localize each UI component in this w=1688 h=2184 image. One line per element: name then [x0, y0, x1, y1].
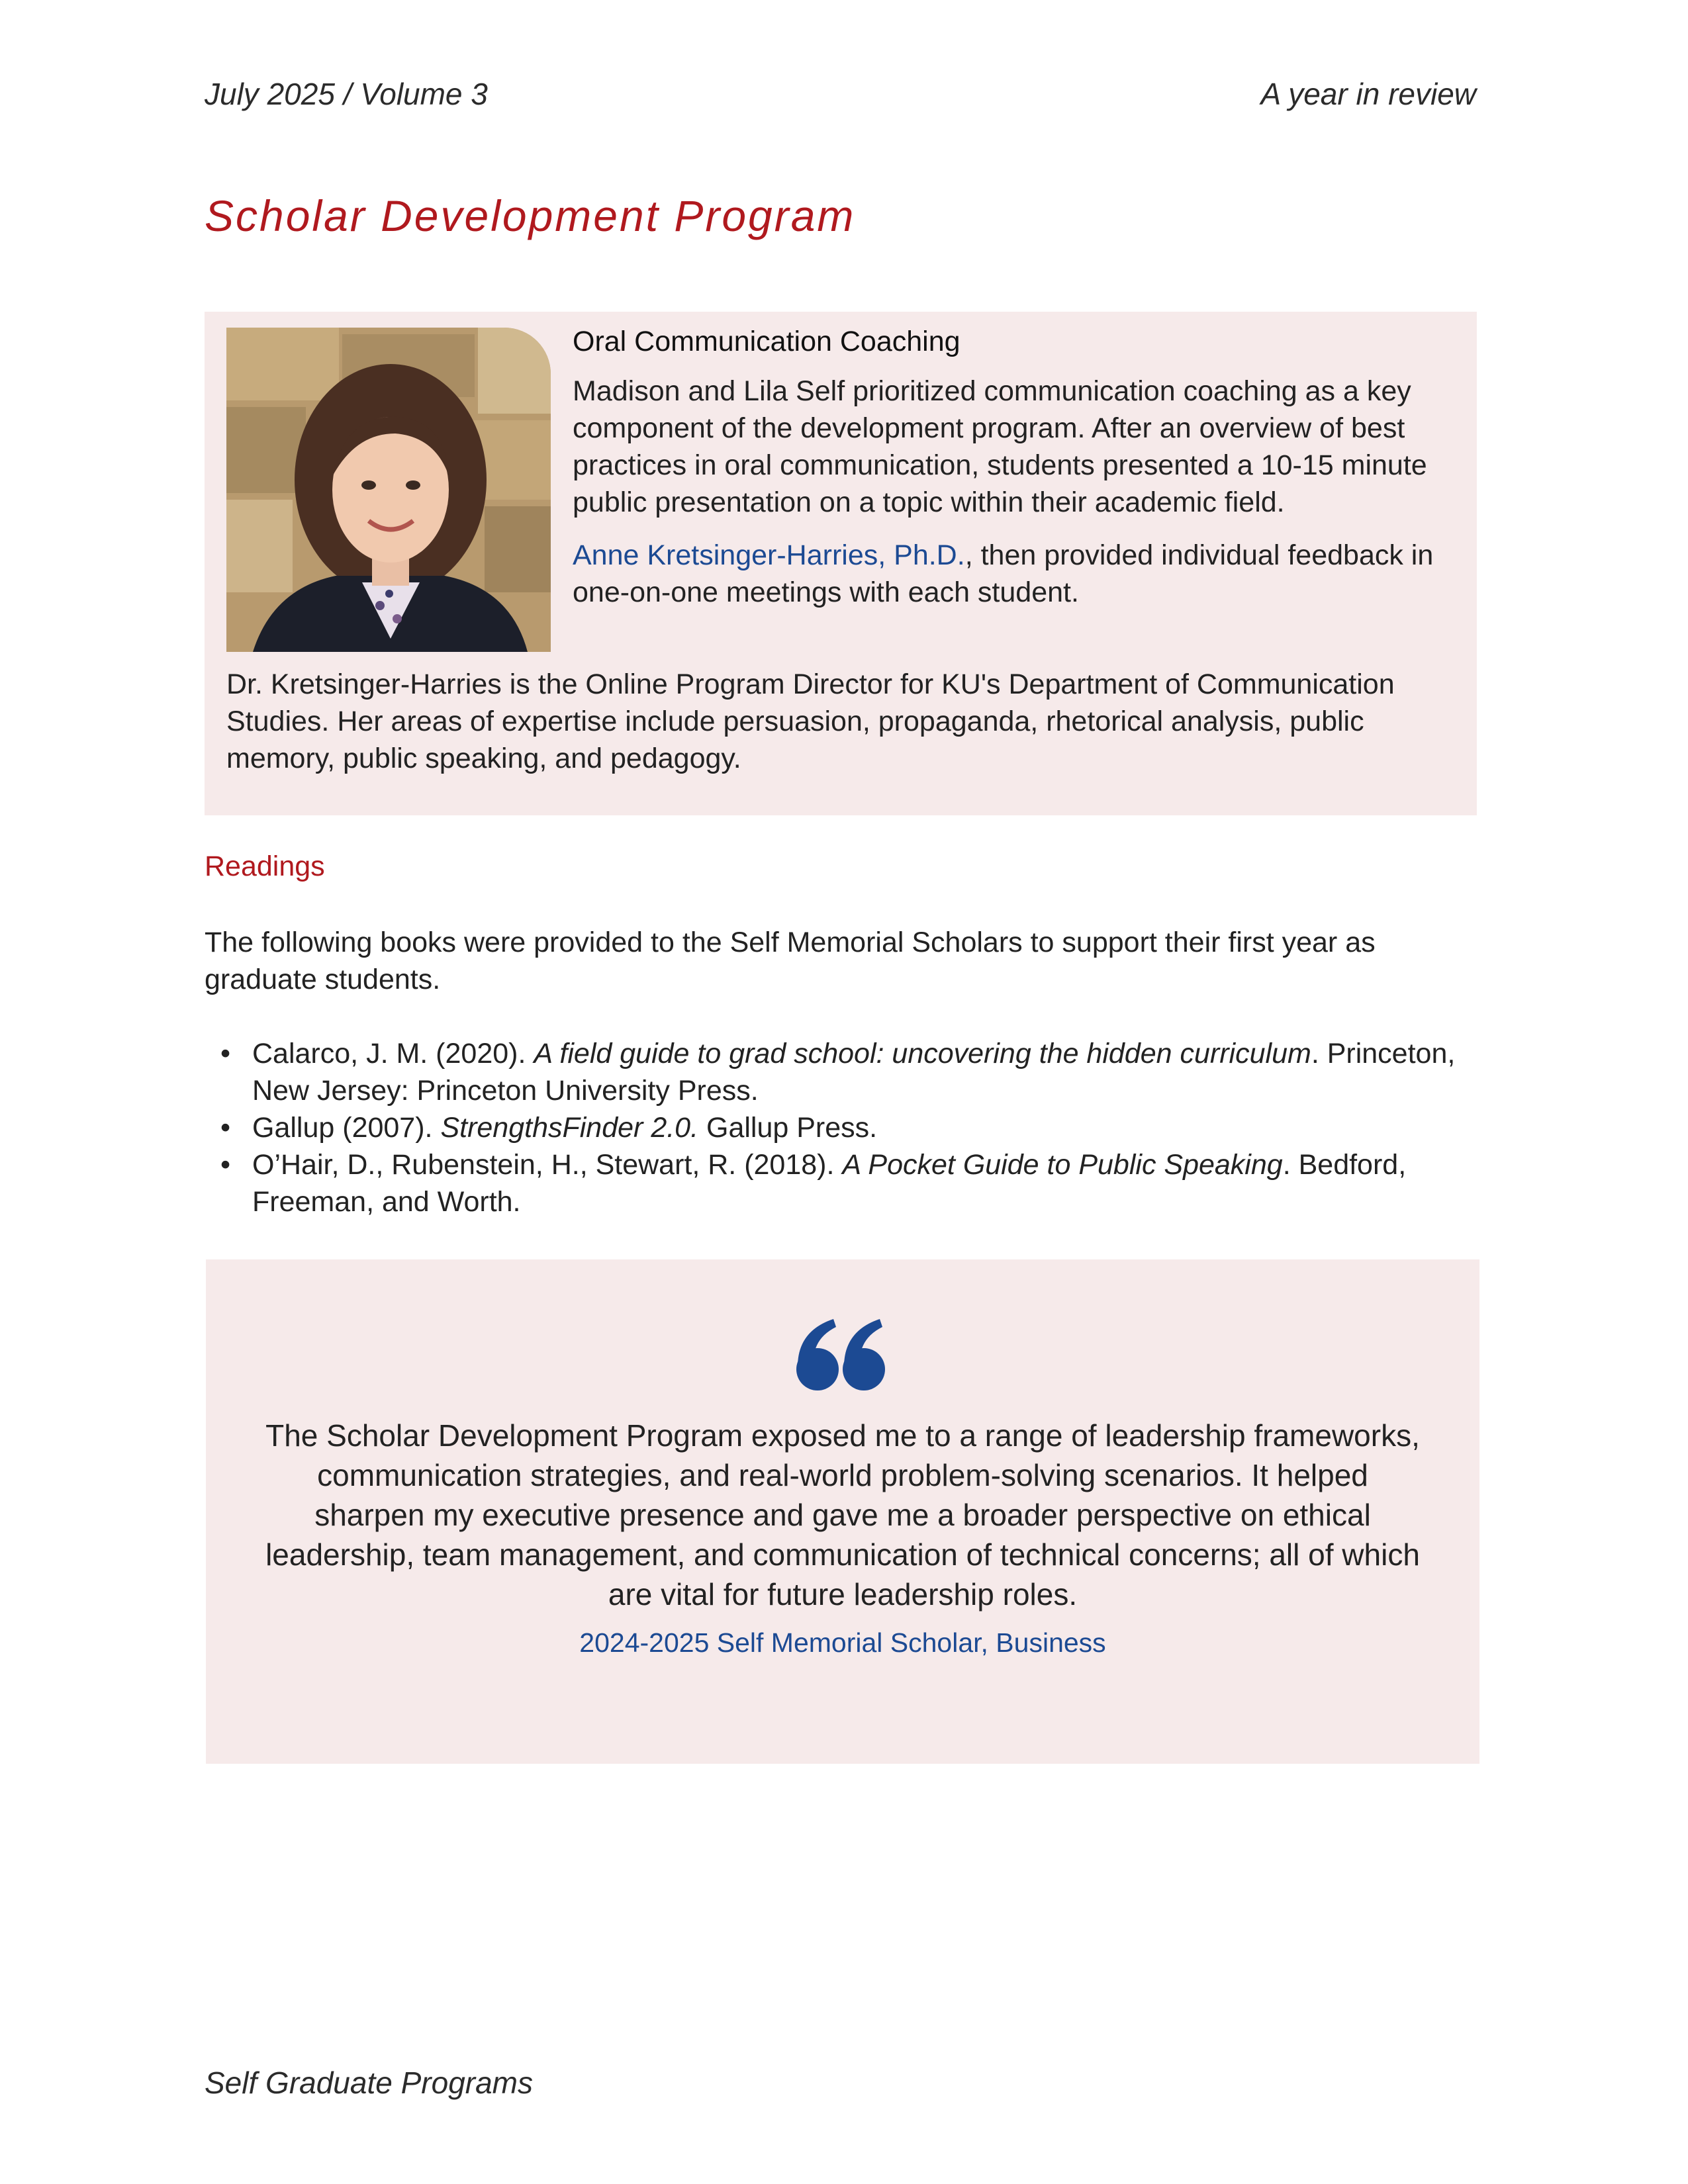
- list-item: [205, 1109, 1476, 1146]
- readings-intro: The following books were provided to the Self Memorial Scholars to support their first year as graduate students.: [205, 927, 1376, 995]
- quote-icon: [795, 1319, 888, 1392]
- coaching-text: [573, 324, 1460, 627]
- readings-heading: Readings: [205, 850, 325, 882]
- reading-title: StrengthsFinder 2.0.: [440, 1112, 699, 1144]
- reading-prefix: Calarco, J. M. (2020).: [252, 1038, 534, 1069]
- reading-list: [205, 1035, 1476, 1220]
- coach-feedback-text: , then provided individual feedback in one-on-one meetings with each student.: [573, 539, 1434, 608]
- list-item: [205, 1035, 1476, 1109]
- testimonial-text: The Scholar Development Program exposed me to a range of leadership frameworks, communication strategies, and real-world problem-solving scenarios. It helped sharpen my executive presence and gave me a broader perspective on ethical leadership, team management, and communication of technical concerns; all of which are vital for future leadership roles.: [265, 1418, 1420, 1612]
- coach-name-link[interactable]: Anne Kretsinger-Harries, Ph.D.: [573, 539, 965, 571]
- bullet-icon: •: [220, 1038, 231, 1069]
- reading-suffix: . Princeton, New Jersey: Princeton University Press.: [252, 1038, 1456, 1107]
- tagline-label: A year in review: [1260, 77, 1476, 111]
- testimonial-attribution: 2024-2025 Self Memorial Scholar, Business: [579, 1627, 1106, 1658]
- list-item: [205, 1146, 1476, 1220]
- coaching-heading: Oral Communication Coaching: [573, 326, 961, 357]
- page-title: Scholar Development Program: [205, 191, 856, 240]
- reading-prefix: Gallup (2007).: [252, 1112, 441, 1144]
- reading-prefix: O’Hair, D., Rubenstein, H., Stewart, R. (2018).: [252, 1149, 843, 1181]
- issue-label: July 2025 / Volume 3: [205, 77, 488, 111]
- coaching-panel: [205, 312, 1477, 815]
- reading-title: A Pocket Guide to Public Speaking: [842, 1149, 1283, 1181]
- reading-suffix: Gallup Press.: [698, 1112, 878, 1144]
- coach-photo: [226, 328, 551, 652]
- coach-feedback-paragraph: [573, 537, 1460, 611]
- reading-suffix: . Bedford, Freeman, and Worth.: [252, 1149, 1407, 1218]
- footer-label: Self Graduate Programs: [205, 2066, 534, 2100]
- testimonial-panel: [206, 1259, 1479, 1764]
- bullet-icon: •: [220, 1112, 231, 1144]
- bullet-icon: •: [220, 1149, 231, 1181]
- reading-title: A field guide to grad school: uncovering the hidden curriculum: [534, 1038, 1311, 1069]
- coach-bio: Dr. Kretsinger-Harries is the Online Program Director for KU's Department of Communication Studies. Her areas of expertise include persuasion, propaganda, rhetorical analysis, public memory, public speaking, and pedagogy.: [226, 668, 1395, 774]
- coaching-paragraph: Madison and Lila Self prioritized communication coaching as a key component of the development program. After an overview of best practices in oral communication, students presented a 10-15 minute public presentation on a topic within their academic field.: [573, 375, 1427, 518]
